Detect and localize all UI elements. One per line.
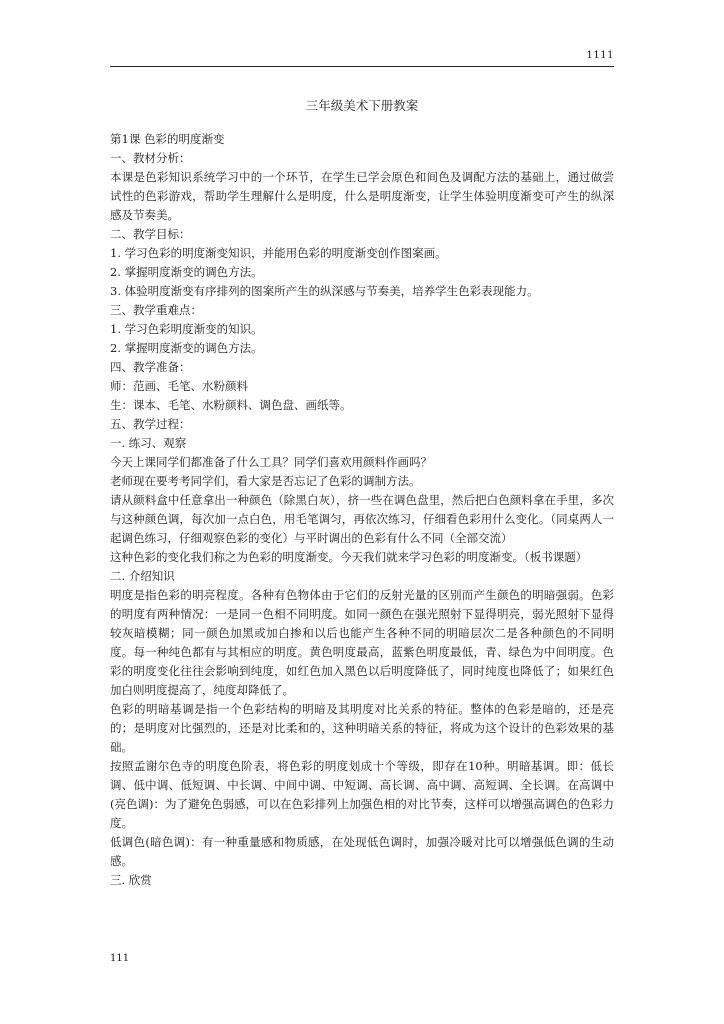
section-heading: 二、教学目标： bbox=[110, 227, 191, 241]
subsection-heading: 一. 练习、观察 bbox=[110, 436, 187, 450]
list-item: 2. 掌握明度渐变的调色方法。 bbox=[110, 341, 263, 355]
document-title: 三年级美术下册教案 bbox=[305, 98, 419, 113]
body-paragraph: 明度是指色彩的明亮程度。各种有色物体由于它们的反射光量的区别而产生颜色的明暗强弱。色彩的明度有两种情况：一是同一色相不同明度。如同一颜色在强光照射下显得明亮，弱光照射下显得较灰暗模糊；同一颜色加黑或加白掺和以后也能产生各种不同的明暗层次二是各种颜色的不同明度。每一种纯色都有与其相应的明度。黄色明度最高，蓝紫色明度最低，青、绿色为中间明度。色彩的明度变化往往会影响到纯度，如红色加入黑色以后明度降低了，同时纯度也降低了；如果红色加白则明度提高了，纯度却降低了。 bbox=[110, 588, 614, 697]
lesson-heading: 第1课 色彩的明度渐变 bbox=[110, 132, 225, 146]
body-paragraph: 低调色(暗色调)：有一种重量感和物质感，在处现低色调时，加强冷暖对比可以增强低色调的生动感。 bbox=[110, 835, 614, 868]
list-item: 3. 体验明度渐变有序排列的图案所产生的纵深感与节奏美，培养学生色彩表现能力。 bbox=[110, 284, 539, 298]
subsection-heading: 三. 欣赏 bbox=[110, 873, 152, 887]
section-heading: 五、教学过程： bbox=[110, 417, 191, 431]
section-heading: 一、教材分析： bbox=[110, 151, 191, 165]
document-body bbox=[110, 130, 614, 890]
body-paragraph: 师：范画、毛笔、水粉颜料 bbox=[110, 379, 248, 393]
body-paragraph: 色彩的明暗基调是指一个色彩结构的明暗及其明度对比关系的特征。整体的色彩是暗的，还是亮的；是明度对比强烈的，还是对比柔和的，这种明暗关系的特征，将成为这个设计的色彩效果的基础。 bbox=[110, 702, 614, 754]
body-paragraph: 今天上课同学们都准备了什么工具？同学们喜欢用颜料作画吗？ bbox=[110, 455, 432, 469]
section-heading: 四、教学准备： bbox=[110, 360, 191, 374]
subsection-heading: 二. 介绍知识 bbox=[110, 569, 175, 583]
list-item: 1. 学习色彩的明度渐变知识，并能用色彩的明度渐变创作图案画。 bbox=[110, 246, 447, 260]
body-paragraph: 按照孟谢尔色寺的明度色阶表，将色彩的明度划成十个等级，即存在10种。明暗基调。即：低长调、低中调、低短调、中长调、中间中调、中短调、高长调、高中调、高短调、全长调。在高调中(亮色调)：为了避免色弱感，可以在色彩排列上加强色相的对比节奏，这样可以增强高调色的色彩力度。 bbox=[110, 759, 614, 830]
body-paragraph: 老师现在要考考同学们，看大家是否忘记了色彩的调制方法。 bbox=[110, 474, 421, 488]
page-footer-number: 111 bbox=[110, 953, 130, 964]
page-header-number: 1111 bbox=[586, 50, 614, 61]
body-paragraph: 本课是色彩知识系统学习中的一个环节，在学生已学会原色和间色及调配方法的基础上，通过做尝试性的色彩游戏，帮助学生理解什么是明度，什么是明度渐变，让学生体验明度渐变可产生的纵深感及节奏美。 bbox=[110, 170, 614, 222]
list-item: 2. 掌握明度渐变的调色方法。 bbox=[110, 265, 263, 279]
section-heading: 三、教学重难点： bbox=[110, 303, 202, 317]
header-rule bbox=[110, 66, 614, 67]
body-paragraph: 生：课本、毛笔、水粉颜料、调色盘、画纸等。 bbox=[110, 398, 352, 412]
list-item: 1. 学习色彩明度渐变的知识。 bbox=[110, 322, 263, 336]
body-paragraph: 这种色彩的变化我们称之为色彩的明度渐变。今天我们就来学习色彩的明度渐变。（板书课题） bbox=[110, 550, 588, 564]
body-paragraph: 请从颜料盒中任意拿出一种颜色（除黑白灰），挤一些在调色盘里，然后把白色颜料拿在手里，多次与这种颜色调，每次加一点白色，用毛笔调匀，再依次练习，仔细看色彩用什么变化。（同桌两人一起调色练习，仔细观察色彩的变化）与平时调出的色彩有什么不同（全部交流） bbox=[110, 493, 614, 545]
